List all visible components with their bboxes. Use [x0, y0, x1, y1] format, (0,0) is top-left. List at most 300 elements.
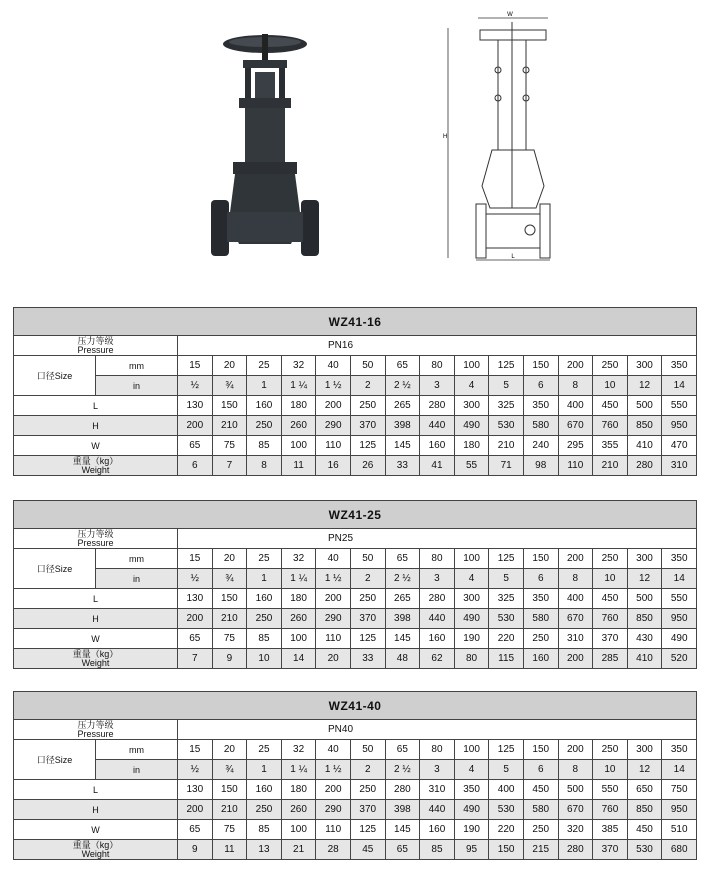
cell-weight: 310 [662, 456, 697, 476]
pressure-label-en: Pressure [77, 537, 114, 548]
pressure-label-cn: 压力等级 [77, 335, 114, 346]
size-mm-cell: 20 [212, 549, 247, 569]
size-in-row [14, 376, 697, 396]
cell-weight: 9 [178, 840, 213, 860]
weight-label-en: Weight [81, 464, 110, 475]
cell-H: 250 [247, 416, 282, 436]
size-in-cell: 5 [489, 376, 524, 396]
size-in-row [14, 760, 697, 780]
cell-weight: 21 [281, 840, 316, 860]
cell-L: 350 [523, 396, 558, 416]
cell-H: 210 [212, 416, 247, 436]
cell-L: 250 [350, 396, 385, 416]
cell-W: 320 [558, 820, 593, 840]
size-mm-cell: 300 [627, 356, 662, 376]
cell-H: 440 [420, 416, 455, 436]
cell-W: 220 [489, 820, 524, 840]
size-mm-cell: 125 [489, 740, 524, 760]
cell-L: 280 [420, 396, 455, 416]
cell-H: 250 [247, 800, 282, 820]
cell-weight: 680 [662, 840, 697, 860]
cell-W: 100 [281, 820, 316, 840]
size-in-cell: 2 ½ [385, 760, 420, 780]
cell-L: 450 [523, 780, 558, 800]
size-in-cell: 12 [627, 569, 662, 589]
size-mm-cell: 15 [178, 356, 213, 376]
cell-L: 130 [178, 589, 213, 609]
cell-H: 850 [627, 800, 662, 820]
size-mm-cell: 100 [454, 740, 489, 760]
cell-W: 355 [593, 436, 628, 456]
cell-L: 160 [247, 396, 282, 416]
row-weight [14, 649, 697, 669]
cell-L: 350 [523, 589, 558, 609]
cell-weight: 45 [350, 840, 385, 860]
cell-weight: 520 [662, 649, 697, 669]
cell-H: 290 [316, 800, 351, 820]
cell-weight: 71 [489, 456, 524, 476]
cell-W: 370 [593, 629, 628, 649]
cell-L: 150 [212, 780, 247, 800]
size-mm-cell: 150 [523, 549, 558, 569]
size-mm-cell: 150 [523, 740, 558, 760]
drawing-label-h: H [443, 134, 448, 140]
cell-weight: 62 [420, 649, 455, 669]
pressure-label [14, 336, 178, 356]
size-in-cell: 6 [523, 569, 558, 589]
size-in-cell: ½ [178, 760, 213, 780]
cell-weight: 7 [212, 456, 247, 476]
size-in-cell: 4 [454, 760, 489, 780]
pressure-row [14, 336, 697, 356]
cell-W: 65 [178, 629, 213, 649]
cell-weight: 33 [385, 456, 420, 476]
spec-table-2 [13, 500, 697, 669]
cell-L: 200 [316, 780, 351, 800]
row-label-L: L [14, 780, 178, 800]
weight-label-cn: 重量（kg） [72, 839, 119, 850]
cell-weight: 8 [247, 456, 282, 476]
cell-H: 370 [350, 416, 385, 436]
size-mm-cell: 350 [662, 740, 697, 760]
size-mm-cell: 65 [385, 740, 420, 760]
cell-H: 490 [454, 416, 489, 436]
cell-L: 180 [281, 589, 316, 609]
size-mm-cell: 150 [523, 356, 558, 376]
row-H [14, 609, 697, 629]
row-label-L: L [14, 396, 178, 416]
cell-H: 250 [247, 609, 282, 629]
cell-H: 260 [281, 609, 316, 629]
cell-weight: 33 [350, 649, 385, 669]
cell-L: 130 [178, 780, 213, 800]
weight-label-en: Weight [81, 848, 110, 859]
cell-H: 950 [662, 416, 697, 436]
pressure-value: PN25 [178, 529, 697, 549]
cell-H: 398 [385, 800, 420, 820]
weight-label-en: Weight [81, 657, 110, 668]
row-weight [14, 456, 697, 476]
cell-W: 75 [212, 820, 247, 840]
table-title: WZ41-16 [14, 308, 697, 336]
size-in-cell: 5 [489, 569, 524, 589]
cell-L: 650 [627, 780, 662, 800]
cell-L: 400 [558, 589, 593, 609]
size-in-cell: 3 [420, 376, 455, 396]
size-in-cell: 8 [558, 376, 593, 396]
cell-W: 410 [627, 436, 662, 456]
unit-mm: mm [96, 356, 178, 376]
cell-weight: 55 [454, 456, 489, 476]
cell-weight: 6 [178, 456, 213, 476]
size-mm-cell: 15 [178, 549, 213, 569]
drawing-label-l: L [511, 254, 515, 260]
cell-weight: 11 [281, 456, 316, 476]
cell-L: 325 [489, 589, 524, 609]
size-mm-cell: 350 [662, 549, 697, 569]
cell-weight: 210 [593, 456, 628, 476]
cell-H: 580 [523, 609, 558, 629]
size-in-cell: 2 [350, 760, 385, 780]
size-in-cell: 1 ¼ [281, 569, 316, 589]
unit-mm: mm [96, 549, 178, 569]
cell-L: 265 [385, 396, 420, 416]
size-in-cell: 12 [627, 376, 662, 396]
size-mm-row [14, 740, 697, 760]
size-in-cell: 10 [593, 569, 628, 589]
size-mm-cell: 50 [350, 740, 385, 760]
cell-H: 260 [281, 800, 316, 820]
row-L [14, 780, 697, 800]
cell-L: 550 [662, 589, 697, 609]
cell-L: 750 [662, 780, 697, 800]
cell-L: 250 [350, 780, 385, 800]
cell-weight: 14 [281, 649, 316, 669]
cell-weight: 285 [593, 649, 628, 669]
size-in-cell: 1 [247, 760, 282, 780]
cell-H: 670 [558, 416, 593, 436]
row-label-H: H [14, 416, 178, 436]
cell-H: 210 [212, 800, 247, 820]
row-label-W: W [14, 629, 178, 649]
size-in-cell: ¾ [212, 760, 247, 780]
cell-H: 950 [662, 609, 697, 629]
size-label: 口径Size [14, 549, 96, 589]
size-in-cell: ½ [178, 376, 213, 396]
cell-L: 265 [385, 589, 420, 609]
cell-H: 290 [316, 416, 351, 436]
row-weight [14, 840, 697, 860]
cell-L: 450 [593, 589, 628, 609]
row-label-W: W [14, 436, 178, 456]
cell-W: 250 [523, 629, 558, 649]
cell-weight: 80 [454, 649, 489, 669]
weight-label [14, 456, 178, 476]
cell-W: 125 [350, 436, 385, 456]
cell-L: 310 [420, 780, 455, 800]
cell-W: 190 [454, 629, 489, 649]
cell-H: 530 [489, 416, 524, 436]
size-mm-cell: 350 [662, 356, 697, 376]
cell-W: 510 [662, 820, 697, 840]
cell-weight: 26 [350, 456, 385, 476]
size-in-row [14, 569, 697, 589]
size-in-cell: 14 [662, 376, 697, 396]
cell-weight: 280 [627, 456, 662, 476]
cell-L: 280 [385, 780, 420, 800]
cell-H: 760 [593, 800, 628, 820]
cell-H: 850 [627, 416, 662, 436]
size-mm-cell: 80 [420, 356, 455, 376]
table-title: WZ41-40 [14, 692, 697, 720]
size-in-cell: 12 [627, 760, 662, 780]
size-in-cell: 14 [662, 569, 697, 589]
size-in-cell: 2 [350, 569, 385, 589]
size-in-cell: 2 ½ [385, 376, 420, 396]
row-W [14, 629, 697, 649]
gate-valve-dimension-drawing [440, 8, 560, 263]
cell-L: 500 [558, 780, 593, 800]
cell-L: 180 [281, 396, 316, 416]
cell-weight: 9 [212, 649, 247, 669]
cell-L: 300 [454, 589, 489, 609]
row-label-H: H [14, 800, 178, 820]
size-mm-cell: 20 [212, 740, 247, 760]
pressure-row [14, 529, 697, 549]
cell-W: 210 [489, 436, 524, 456]
cell-weight: 11 [212, 840, 247, 860]
cell-W: 160 [420, 629, 455, 649]
size-mm-cell: 125 [489, 356, 524, 376]
cell-W: 125 [350, 629, 385, 649]
cell-L: 250 [350, 589, 385, 609]
cell-W: 110 [316, 436, 351, 456]
cell-weight: 200 [558, 649, 593, 669]
cell-H: 200 [178, 416, 213, 436]
cell-H: 530 [489, 800, 524, 820]
cell-H: 760 [593, 609, 628, 629]
pressure-label [14, 720, 178, 740]
cell-W: 75 [212, 436, 247, 456]
cell-W: 385 [593, 820, 628, 840]
cell-weight: 65 [385, 840, 420, 860]
cell-W: 180 [454, 436, 489, 456]
cell-W: 430 [627, 629, 662, 649]
cell-weight: 530 [627, 840, 662, 860]
cell-L: 550 [662, 396, 697, 416]
row-label-H: H [14, 609, 178, 629]
row-label-W: W [14, 820, 178, 840]
pressure-label-cn: 压力等级 [77, 719, 114, 730]
cell-W: 85 [247, 820, 282, 840]
size-mm-cell: 200 [558, 356, 593, 376]
cell-weight: 7 [178, 649, 213, 669]
size-mm-cell: 200 [558, 740, 593, 760]
size-in-cell: 6 [523, 760, 558, 780]
cell-L: 500 [627, 396, 662, 416]
size-mm-cell: 250 [593, 549, 628, 569]
size-mm-cell: 200 [558, 549, 593, 569]
cell-H: 398 [385, 609, 420, 629]
size-mm-cell: 80 [420, 740, 455, 760]
size-mm-cell: 300 [627, 740, 662, 760]
size-mm-row [14, 356, 697, 376]
cell-weight: 280 [558, 840, 593, 860]
cell-W: 490 [662, 629, 697, 649]
cell-W: 160 [420, 820, 455, 840]
weight-label [14, 840, 178, 860]
cell-W: 85 [247, 629, 282, 649]
cell-W: 160 [420, 436, 455, 456]
size-in-cell: ½ [178, 569, 213, 589]
weight-label-cn: 重量（kg） [72, 455, 119, 466]
cell-H: 260 [281, 416, 316, 436]
cell-weight: 98 [523, 456, 558, 476]
cell-W: 295 [558, 436, 593, 456]
pressure-row [14, 720, 697, 740]
row-W [14, 436, 697, 456]
cell-weight: 150 [489, 840, 524, 860]
cell-weight: 41 [420, 456, 455, 476]
cell-H: 530 [489, 609, 524, 629]
cell-L: 550 [593, 780, 628, 800]
size-mm-cell: 20 [212, 356, 247, 376]
size-mm-cell: 32 [281, 549, 316, 569]
size-mm-cell: 100 [454, 356, 489, 376]
cell-H: 370 [350, 609, 385, 629]
unit-in: in [96, 376, 178, 396]
cell-H: 290 [316, 609, 351, 629]
size-mm-cell: 32 [281, 740, 316, 760]
spec-table-3 [13, 691, 697, 860]
weight-label-cn: 重量（kg） [72, 648, 119, 659]
cell-weight: 20 [316, 649, 351, 669]
cell-W: 100 [281, 629, 316, 649]
cell-H: 670 [558, 609, 593, 629]
cell-weight: 10 [247, 649, 282, 669]
size-mm-cell: 40 [316, 549, 351, 569]
cell-L: 350 [454, 780, 489, 800]
size-mm-cell: 65 [385, 549, 420, 569]
unit-in: in [96, 760, 178, 780]
cell-weight: 410 [627, 649, 662, 669]
size-mm-cell: 15 [178, 740, 213, 760]
cell-W: 310 [558, 629, 593, 649]
cell-weight: 28 [316, 840, 351, 860]
pressure-value: PN16 [178, 336, 697, 356]
row-H [14, 416, 697, 436]
cell-L: 160 [247, 780, 282, 800]
cell-H: 200 [178, 609, 213, 629]
cell-W: 85 [247, 436, 282, 456]
row-L [14, 589, 697, 609]
unit-mm: mm [96, 740, 178, 760]
cell-W: 145 [385, 436, 420, 456]
cell-L: 150 [212, 589, 247, 609]
cell-H: 440 [420, 800, 455, 820]
size-mm-cell: 100 [454, 549, 489, 569]
size-in-cell: 8 [558, 569, 593, 589]
size-mm-cell: 40 [316, 356, 351, 376]
cell-W: 110 [316, 820, 351, 840]
cell-H: 490 [454, 609, 489, 629]
size-mm-cell: 250 [593, 356, 628, 376]
cell-H: 490 [454, 800, 489, 820]
cell-H: 210 [212, 609, 247, 629]
pressure-label-en: Pressure [77, 344, 114, 355]
cell-L: 200 [316, 396, 351, 416]
size-in-cell: 2 ½ [385, 569, 420, 589]
cell-L: 400 [558, 396, 593, 416]
size-in-cell: 1 ½ [316, 760, 351, 780]
cell-weight: 48 [385, 649, 420, 669]
cell-W: 100 [281, 436, 316, 456]
size-mm-cell: 25 [247, 740, 282, 760]
row-label-L: L [14, 589, 178, 609]
size-mm-row [14, 549, 697, 569]
size-in-cell: 5 [489, 760, 524, 780]
size-mm-cell: 65 [385, 356, 420, 376]
cell-W: 145 [385, 820, 420, 840]
size-mm-cell: 40 [316, 740, 351, 760]
cell-weight: 85 [420, 840, 455, 860]
size-in-cell: 8 [558, 760, 593, 780]
size-label: 口径Size [14, 356, 96, 396]
cell-L: 280 [420, 589, 455, 609]
drawing-label-w: W [507, 12, 513, 18]
size-in-cell: 1 ½ [316, 569, 351, 589]
cell-weight: 370 [593, 840, 628, 860]
size-mm-cell: 25 [247, 549, 282, 569]
cell-weight: 16 [316, 456, 351, 476]
size-in-cell: 1 [247, 376, 282, 396]
cell-H: 580 [523, 800, 558, 820]
cell-H: 850 [627, 609, 662, 629]
cell-W: 240 [523, 436, 558, 456]
cell-W: 220 [489, 629, 524, 649]
cell-W: 110 [316, 629, 351, 649]
cell-H: 950 [662, 800, 697, 820]
cell-L: 400 [489, 780, 524, 800]
cell-weight: 115 [489, 649, 524, 669]
row-H [14, 800, 697, 820]
cell-L: 500 [627, 589, 662, 609]
cell-L: 180 [281, 780, 316, 800]
size-mm-cell: 50 [350, 549, 385, 569]
cell-W: 450 [627, 820, 662, 840]
row-W [14, 820, 697, 840]
size-in-cell: 6 [523, 376, 558, 396]
size-in-cell: 10 [593, 760, 628, 780]
weight-label [14, 649, 178, 669]
cell-L: 450 [593, 396, 628, 416]
size-in-cell: 1 ¼ [281, 760, 316, 780]
size-in-cell: ¾ [212, 569, 247, 589]
cell-H: 670 [558, 800, 593, 820]
table-title: WZ41-25 [14, 501, 697, 529]
pressure-value: PN40 [178, 720, 697, 740]
cell-H: 580 [523, 416, 558, 436]
cell-L: 150 [212, 396, 247, 416]
size-in-cell: 3 [420, 760, 455, 780]
cell-L: 200 [316, 589, 351, 609]
gate-valve-photo [205, 30, 325, 260]
cell-L: 160 [247, 589, 282, 609]
cell-H: 398 [385, 416, 420, 436]
size-mm-cell: 250 [593, 740, 628, 760]
cell-L: 300 [454, 396, 489, 416]
cell-W: 470 [662, 436, 697, 456]
